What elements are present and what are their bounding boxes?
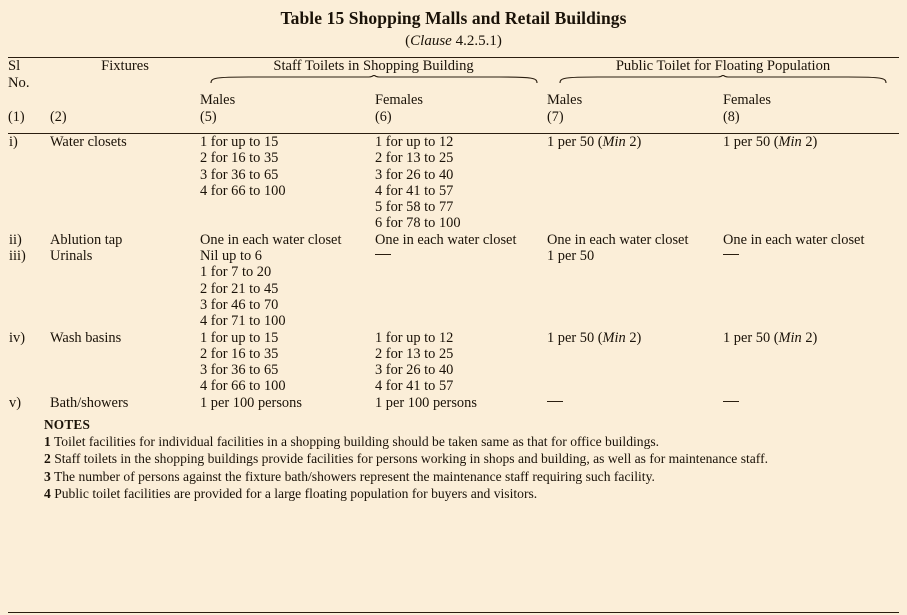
cell-line: 1 for up to 15 [200,329,279,346]
header-group-public: Public Toilet for Floating Population [615,58,831,74]
em-dash [723,254,739,255]
note-number: 3 [44,468,51,484]
em-dash [375,254,391,255]
row-value-public-females [723,395,899,411]
row-fixture: Ablution tap [50,231,123,248]
brace-public-glyph [547,75,899,84]
note-number: 2 [44,451,51,467]
row-value-staff-males [200,134,375,232]
cell-line: 2 for 16 to 35 [200,345,279,362]
cell-line: 1 per 50 (Min 2) [723,134,818,150]
row-value-staff-females [375,232,547,248]
brace-staff-glyph [200,75,547,84]
cell-line: 4 for 71 to 100 [200,313,286,330]
colnum-1: (1) [8,109,25,125]
row-sl: ii) [9,231,22,248]
row-value-staff-females [375,330,547,395]
row-sl: v) [9,394,21,411]
table-column-numbers-row [8,109,899,126]
page-title: Table 15 Shopping Malls and Retail Buildings [280,8,627,28]
cell-line: 1 per 50 [547,248,595,265]
header-fixtures: Fixtures [101,58,149,74]
cell-line: 3 for 36 to 65 [200,166,279,183]
row-sl: iv) [9,329,25,346]
cell-line: 3 for 26 to 40 [375,362,454,379]
row-value-staff-males [200,248,375,329]
note-number: 1 [44,434,51,450]
clause-subtitle [8,33,899,50]
row-value-public-females [723,232,899,248]
row-value-public-females [723,248,899,329]
header-spacer-1 [50,75,200,92]
brace-public [547,75,899,92]
subheader-public-males: Males [547,92,583,108]
note-text: Toilet facilities for individual facilities in a shopping building should be taken same as that for office buildings. [53,434,660,450]
brace-staff [200,75,547,92]
cell-line: 1 for up to 12 [375,134,454,150]
note-text: Staff toilets in the shopping buildings provide facilities for persons working in shops and building, as well as for maintenance staff. [54,451,769,467]
note-text: The number of persons against the fixture bath/showers represent the maintenance staff requiring such facility. [53,468,655,484]
header-sl: Sl [8,58,21,74]
cell-line: 5 for 58 to 77 [375,199,454,216]
table-row [8,232,899,248]
subheader-spacer-1 [8,92,50,109]
cell-line: 4 for 66 to 100 [200,378,286,395]
cell-line: 2 for 13 to 25 [375,345,454,362]
cell-line: 1 for 7 to 20 [200,264,272,281]
row-fixture: Water closets [50,134,127,150]
cell-line: 1 per 100 persons [375,394,477,411]
cell-line: 3 for 26 to 40 [375,166,454,183]
row-sl: i) [9,134,18,150]
cell-line: One in each water closet [723,231,865,248]
note-item [44,434,899,450]
row-value-public-males [547,134,723,232]
colnum-5: (5) [200,109,217,125]
row-value-public-males [547,232,723,248]
header-group-staff: Staff Toilets in Shopping Building [273,58,474,74]
cell-line: One in each water closet [547,231,689,248]
row-value-public-males [547,248,723,329]
note-item [44,469,899,485]
subheader-public-females: Females [723,92,771,108]
cell-line: 4 for 41 to 57 [375,182,454,199]
row-sl: iii) [9,248,26,265]
cell-line: 2 for 21 to 45 [200,280,279,297]
cell-line: Nil up to 6 [200,248,262,265]
table-row [8,134,899,232]
header-no: No. [8,75,30,91]
row-value-public-males [547,395,723,411]
cell-line: One in each water closet [200,231,342,248]
subheader-staff-females: Females [375,92,423,108]
subheader-spacer-2 [50,92,200,109]
row-fixture: Bath/showers [50,394,129,411]
table-row [8,395,899,411]
cell-line: 1 for up to 12 [375,329,454,346]
table-row [8,330,899,395]
row-fixture: Urinals [50,248,93,265]
row-value-public-males [547,330,723,395]
cell-line: 3 for 36 to 65 [200,362,279,379]
note-text: Public toilet facilities are provided for a large floating population for buyers and visitors. [54,485,538,501]
table-header-row-no [8,75,899,92]
row-value-staff-males [200,232,375,248]
cell-line: 1 per 100 persons [200,394,302,411]
note-item [44,451,899,467]
em-dash [547,401,563,402]
cell-line: One in each water closet [375,231,517,248]
colnum-7: (7) [547,109,564,125]
row-value-public-females [723,330,899,395]
cell-line: 6 for 78 to 100 [375,215,461,232]
row-value-staff-females [375,134,547,232]
cell-line: 1 per 50 (Min 2) [547,329,642,346]
subheader-staff-males: Males [200,92,236,108]
note-number: 4 [44,485,51,501]
row-value-public-females [723,134,899,232]
cell-line: 4 for 41 to 57 [375,378,454,395]
table-bottom-rule [8,612,899,613]
cell-line: 4 for 66 to 100 [200,182,286,199]
cell-line: 1 for up to 15 [200,134,279,150]
colnum-8: (8) [723,109,740,125]
cell-line: 2 for 16 to 35 [200,150,279,167]
requirements-table [8,58,899,126]
subtitle-clause-word: Clause [410,33,452,49]
cell-line: 3 for 46 to 70 [200,296,279,313]
notes-label: NOTES [44,417,91,433]
table-header-row-sub [8,92,899,109]
colnum-6: (6) [375,109,392,125]
cell-line: 1 per 50 (Min 2) [547,134,642,150]
colnum-2: (2) [50,109,67,125]
table-header-row-primary [8,58,899,75]
row-value-staff-females [375,395,547,411]
em-dash [723,401,739,402]
requirements-table-body [8,134,899,411]
row-value-staff-females [375,248,547,329]
row-value-staff-males [200,330,375,395]
cell-line: 1 per 50 (Min 2) [723,329,818,346]
subtitle-clause-number: 4.2.5.1) [451,33,502,49]
cell-line: 2 for 13 to 25 [375,150,454,167]
subtitle-open-paren: ( [405,33,411,49]
row-fixture: Wash basins [50,329,122,346]
note-item [44,486,899,502]
row-value-staff-males [200,395,375,411]
notes-block [8,411,899,502]
table-row [8,248,899,329]
